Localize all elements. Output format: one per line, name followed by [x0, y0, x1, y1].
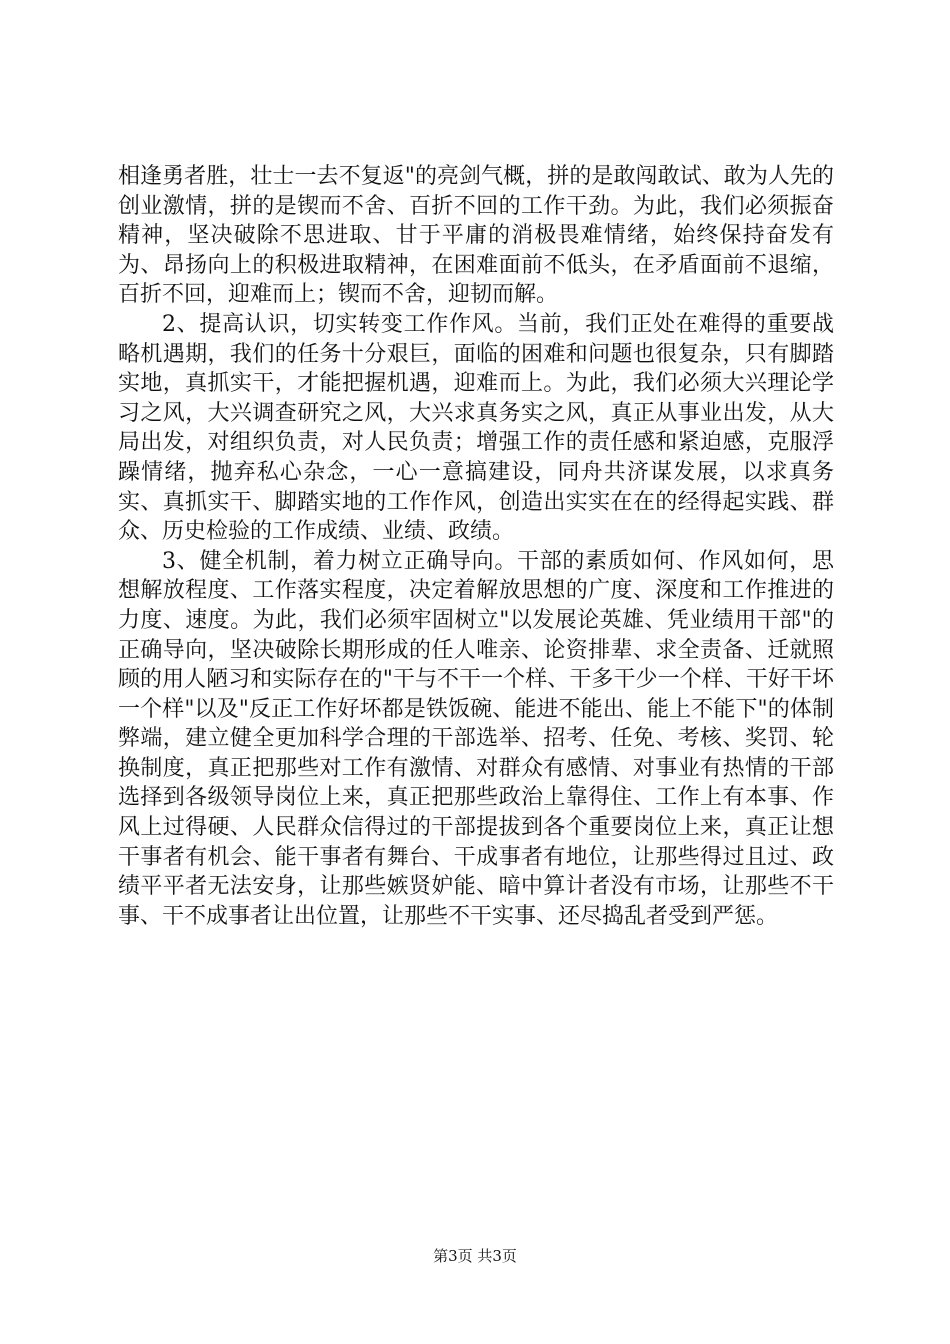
paragraph-transform-work-style: 2、提高认识，切实转变工作作风。当前，我们正处在难得的重要战略机遇期，我们的任务十分艰巨，面临的困难和问题也很复杂，只有脚踏实地，真抓实干，才能把握机遇，迎难而上。为此，我们必须大兴理论学习之风，大兴调查研究之风，大兴求真务实之风，真正从事业出发，从大局出发，对组织负责，对人民负责；增强工作的责任感和紧迫感，克服浮躁情绪，抛弃私心杂念，一心一意搞建设，同舟共济谋发展，以求真务实、真抓实干、脚踏实地的工作作风，创造出实实在在的经得起实践、群众、历史检验的工作成绩、业绩、政绩。: [118, 311, 834, 545]
document-body: [118, 162, 834, 931]
paragraph-improve-mechanism: 3、健全机制，着力树立正确导向。干部的素质如何、作风如何，思想解放程度、工作落实程度，决定着解放思想的广度、深度和工作推进的力度、速度。为此，我们必须牢固树立"以发展论英雄、凭业绩用干部"的正确导向，坚决破除长期形成的任人唯亲、论资排辈、求全责备、迁就照顾的用人陋习和实际存在的"干与不干一个样、干多干少一个样、干好干坏一个样"以及"反正工作好坏都是铁饭碗、能进不能出、能上不能下"的体制弊端，建立健全更加科学合理的干部选举、招考、任免、考核、奖罚、轮换制度，真正把那些对工作有激情、对群众有感情、对事业有热情的干部选择到各级领导岗位上来，真正把那些政治上靠得住、工作上有本事、作风上过得硬、人民群众信得过的干部提拔到各个重要岗位上来，真正让想干事者有机会、能干事者有舞台、干成事者有地位，让那些得过且过、政绩平平者无法安身，让那些嫉贤妒能、暗中算计者没有市场，让那些不干事、干不成事者让出位置，让那些不干实事、还尽捣乱者受到严惩。: [118, 548, 834, 929]
paragraph-continuation: 相逢勇者胜，壮士一去不复返"的亮剑气概，拼的是敢闯敢试、敢为人先的创业激情，拼的是锲而不舍、百折不回的工作干劲。为此，我们必须振奋精神，坚决破除不思进取、甘于平庸的消极畏难情绪，始终保持奋发有为、昂扬向上的积极进取精神，在困难面前不低头，在矛盾面前不退缩，百折不回，迎难而上；锲而不舍，迎韧而解。: [118, 164, 834, 308]
page-number: 第3页 共3页: [433, 1247, 517, 1265]
